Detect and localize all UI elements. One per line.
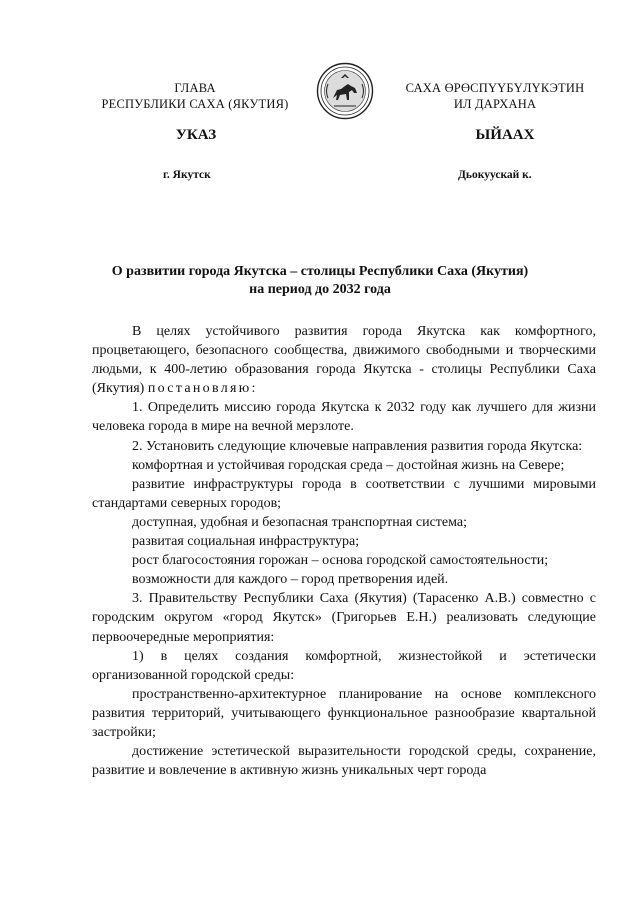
paragraph-preamble xyxy=(92,322,596,398)
paragraph-2: 2. Установить следующие ключевые направления развития города Якутска: xyxy=(132,438,583,454)
issuer-sakha xyxy=(375,80,615,112)
issuer-ru xyxy=(80,80,310,112)
issuer-sakha-line2: ИЛ ДАРХАНА xyxy=(453,97,537,111)
paragraph-3: 3. Правительству Республики Саха (Якутия) (Тарасенко А.В.) совместно с городским округом «город Якутск» (Григорьев Е.Н.) реализовать следующие первоочередные мероприятия: xyxy=(92,591,596,645)
issuer-sakha-line1: САХА ӨРӨСПҮҮБҮЛҮКЭТИН xyxy=(405,81,585,95)
document-body xyxy=(92,322,596,780)
paragraph-1: 1. Определить миссию города Якутска к 2032 году как лучшего для жизни человека города в мире на вечной мерзлоте. xyxy=(92,400,596,435)
city-ru: г. Якутск xyxy=(163,169,211,181)
direction-item: развитие инфраструктуры города в соответствии с лучшими мировыми стандартами северных городов; xyxy=(92,476,596,511)
title-line1: О развитии города Якутска – столицы Республики Саха (Якутия) xyxy=(111,264,529,279)
issuer-ru-line1: ГЛАВА xyxy=(174,81,216,95)
direction-item: доступная, удобная и безопасная транспортная система; xyxy=(132,514,467,530)
direction-item: возможности для каждого – город претворения идей. xyxy=(132,572,449,588)
measure-item: пространственно-архитектурное планирование на основе комплексного развития территорий, учитывающего функциональное разнообразие квартальной застройки; xyxy=(92,686,596,740)
direction-item: развитая социальная инфраструктура; xyxy=(132,534,360,550)
decree-label-sakha: ЫЙААХ xyxy=(475,127,535,143)
document-title xyxy=(70,263,570,299)
subparagraph-1: 1) в целях создания комфортной, жизнестойкой и эстетически организованной городской среды: xyxy=(92,648,596,683)
title-line2: на период до 2032 года xyxy=(249,282,391,297)
preamble-text: В целях устойчивого развития города Якутска как комфортного, процветающего, безопасного сообщества, движимого свободными и творческими людьми, к 400-летию образования города Якутска - столицы Республики Саха (Якутия) xyxy=(92,324,596,397)
coat-of-arms-icon xyxy=(316,62,374,120)
city-sakha: Дьокуускай к. xyxy=(458,169,532,181)
direction-item: рост благосостояния горожан – основа городской самостоятельности; xyxy=(132,553,549,569)
preamble-decree-word: постановляю: xyxy=(147,381,258,397)
measure-item: достижение эстетической выразительности городской среды, сохранение, развитие и вовлечение в активную жизнь уникальных черт города xyxy=(92,744,596,779)
direction-item: комфортная и устойчивая городская среда – достойная жизнь на Севере; xyxy=(132,457,565,473)
decree-label-ru: УКАЗ xyxy=(175,127,217,143)
issuer-ru-line2: РЕСПУБЛИКИ САХА (ЯКУТИЯ) xyxy=(101,97,289,111)
